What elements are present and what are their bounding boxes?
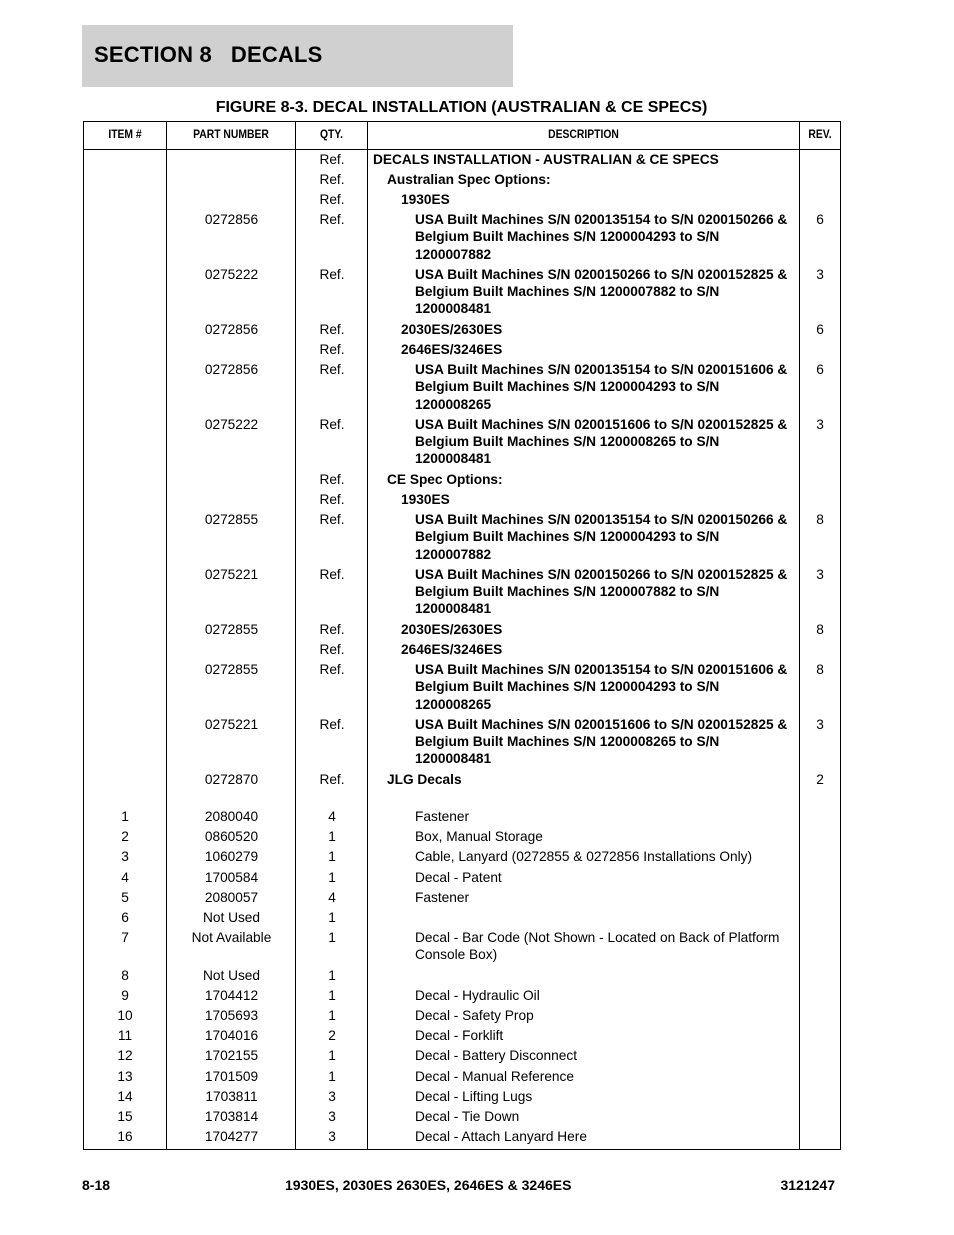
quantity-cell: Ref. — [319, 416, 345, 432]
revision-cell: 2 — [816, 771, 824, 787]
table-row — [84, 641, 840, 661]
table-row — [84, 889, 840, 909]
quantity-cell: 1 — [328, 1068, 336, 1084]
table-row — [84, 929, 840, 967]
table-row — [84, 1108, 840, 1128]
table-row — [84, 566, 840, 621]
part-number-cell: 0275221 — [204, 566, 259, 582]
quantity-cell: Ref. — [319, 321, 345, 337]
description-cell: Decal - Hydraulic Oil — [415, 987, 540, 1003]
table-row — [84, 716, 840, 771]
quantity-cell: 1 — [328, 987, 336, 1003]
description-cell: Decal - Attach Lanyard Here — [415, 1129, 587, 1145]
table-row — [84, 909, 840, 929]
table-row — [84, 1007, 840, 1027]
footer-doc-number: 3121247 — [780, 1177, 835, 1193]
quantity-cell: 1 — [328, 1008, 336, 1024]
description-cell: USA Built Machines S/N 0200135154 to S/N 0200150266 & Belgium Built Machines S/N 1200004293 to S/N 1200007882 — [415, 212, 788, 262]
quantity-cell: 2 — [328, 1028, 336, 1044]
table-row — [84, 151, 840, 171]
table-row — [84, 661, 840, 716]
description-cell: Australian Spec Options: — [387, 171, 551, 187]
part-number-cell: 0272870 — [204, 771, 259, 787]
table-row — [84, 1027, 840, 1047]
quantity-cell: Ref. — [319, 716, 345, 732]
table-row — [84, 1088, 840, 1108]
item-number-cell: 7 — [121, 930, 129, 946]
part-number-cell: 0275222 — [204, 416, 259, 432]
quantity-cell: Ref. — [319, 171, 345, 187]
quantity-cell: Ref. — [319, 641, 345, 657]
revision-cell: 3 — [816, 716, 824, 732]
part-number-cell: 1703811 — [205, 1088, 258, 1104]
description-cell: Box, Manual Storage — [415, 829, 543, 845]
quantity-cell: 3 — [328, 1129, 336, 1145]
header-qty: QTY. — [319, 129, 344, 141]
description-cell: Decal - Forklift — [415, 1028, 504, 1044]
part-number-cell: 2080057 — [204, 889, 259, 905]
header-item: ITEM # — [108, 129, 142, 141]
part-number-cell: 0860520 — [204, 829, 259, 845]
quantity-cell: Ref. — [319, 471, 345, 487]
quantity-cell: Ref. — [319, 151, 345, 167]
quantity-cell: 1 — [328, 967, 336, 983]
quantity-cell: Ref. — [319, 266, 345, 282]
revision-cell: 6 — [816, 212, 824, 228]
description-cell: 1930ES — [401, 491, 450, 507]
quantity-cell: Ref. — [319, 512, 345, 527]
figure-title: FIGURE 8-3. DECAL INSTALLATION (AUSTRALIAN & CE SPECS) — [215, 99, 708, 116]
part-number-cell: Not Used — [202, 967, 261, 983]
part-number-cell: 1702155 — [204, 1048, 259, 1064]
table-row — [84, 341, 840, 361]
description-cell: Decal - Tie Down — [415, 1109, 520, 1124]
revision-cell: 6 — [816, 321, 824, 337]
quantity-cell: 1 — [328, 829, 336, 845]
item-number-cell: 11 — [117, 1028, 133, 1044]
item-number-cell: 5 — [121, 889, 129, 905]
description-cell: CE Spec Options: — [387, 471, 503, 487]
description-cell: DECALS INSTALLATION - AUSTRALIAN & CE SPECS — [373, 151, 719, 167]
table-row — [84, 1128, 840, 1148]
header-description: DESCRIPTION — [548, 129, 619, 141]
item-number-cell: 3 — [121, 849, 129, 865]
quantity-cell: 1 — [328, 930, 336, 946]
table-row — [84, 511, 840, 566]
table-row — [84, 621, 840, 641]
header-rev: REV. — [808, 129, 832, 141]
part-number-cell: 0272855 — [204, 512, 259, 527]
quantity-cell: Ref. — [319, 771, 345, 787]
description-cell: Decal - Lifting Lugs — [415, 1088, 533, 1104]
quantity-cell: 1 — [328, 849, 336, 865]
table-row — [84, 987, 840, 1007]
section-header — [82, 25, 513, 87]
parts-table — [83, 121, 841, 1150]
table-row — [84, 471, 840, 491]
item-number-cell: 9 — [121, 987, 129, 1003]
item-number-cell: 1 — [121, 809, 129, 825]
table-row — [84, 1068, 840, 1088]
table-row — [84, 771, 840, 809]
description-cell: USA Built Machines S/N 0200151606 to S/N 0200152825 & Belgium Built Machines S/N 1200008265 to S/N 1200008481 — [415, 416, 788, 467]
table-row — [84, 1047, 840, 1067]
description-cell: USA Built Machines S/N 0200135154 to S/N 0200151606 & Belgium Built Machines S/N 1200004293 to S/N 1200008265 — [415, 362, 788, 412]
item-number-cell: 16 — [117, 1129, 133, 1145]
part-number-cell: 0272855 — [204, 661, 259, 677]
table-row — [84, 266, 840, 321]
footer-page-number: 8-18 — [82, 1177, 111, 1193]
table-row — [84, 211, 840, 266]
description-cell: Decal - Bar Code (Not Shown - Located on Back of Platform Console Box) — [415, 930, 780, 963]
quantity-cell: Ref. — [319, 566, 345, 582]
part-number-cell: Not Available — [191, 930, 272, 946]
table-row — [84, 416, 840, 471]
revision-cell: 8 — [816, 512, 824, 527]
part-number-cell: 0275221 — [204, 716, 259, 732]
header-part-number: PART NUMBER — [193, 129, 269, 141]
quantity-cell: 4 — [328, 809, 336, 825]
quantity-cell: 1 — [328, 910, 336, 925]
description-cell: JLG Decals — [387, 771, 462, 787]
part-number-cell: 1704016 — [204, 1028, 259, 1044]
part-number-cell: 1701509 — [204, 1068, 259, 1084]
part-number-cell: 2080040 — [204, 809, 259, 825]
table-row — [84, 808, 840, 828]
table-row — [84, 321, 840, 341]
part-number-cell: 0275222 — [204, 266, 259, 282]
item-number-cell: 2 — [121, 829, 129, 845]
revision-cell: 3 — [816, 266, 824, 282]
revision-cell: 3 — [816, 416, 824, 432]
part-number-cell: 0272856 — [204, 362, 259, 378]
quantity-cell: Ref. — [319, 661, 345, 677]
description-cell: USA Built Machines S/N 0200150266 to S/N 0200152825 & Belgium Built Machines S/N 1200007882 to S/N 1200008481 — [415, 566, 788, 617]
part-number-cell: 0272855 — [204, 621, 259, 637]
table-row — [84, 171, 840, 191]
part-number-cell: 1704277 — [204, 1129, 259, 1145]
item-number-cell: 10 — [117, 1008, 133, 1024]
description-cell: Decal - Manual Reference — [415, 1068, 575, 1084]
description-cell: 2030ES/2630ES — [401, 321, 503, 337]
table-row — [84, 848, 840, 868]
description-cell: Fastener — [415, 889, 470, 905]
footer-models: 1930ES, 2030ES 2630ES, 2646ES & 3246ES — [285, 1177, 572, 1193]
quantity-cell: Ref. — [319, 212, 345, 228]
revision-cell: 8 — [816, 621, 824, 637]
quantity-cell: 3 — [328, 1109, 336, 1124]
quantity-cell: Ref. — [319, 491, 345, 507]
quantity-cell: Ref. — [319, 621, 345, 637]
quantity-cell: 1 — [328, 1048, 336, 1064]
description-cell: 2646ES/3246ES — [401, 341, 503, 357]
description-cell: USA Built Machines S/N 0200135154 to S/N 0200150266 & Belgium Built Machines S/N 1200004293 to S/N 1200007882 — [415, 512, 788, 562]
table-row — [84, 361, 840, 416]
description-cell: 2030ES/2630ES — [401, 621, 503, 637]
quantity-cell: 4 — [328, 889, 336, 905]
description-cell: Cable, Lanyard (0272855 & 0272856 Installations Only) — [415, 849, 753, 865]
part-number-cell: 1704412 — [204, 987, 259, 1003]
item-number-cell: 15 — [117, 1109, 133, 1124]
revision-cell: 3 — [816, 566, 824, 582]
table-row — [84, 491, 840, 511]
description-cell: 2646ES/3246ES — [401, 641, 503, 657]
description-cell: 1930ES — [401, 191, 450, 207]
quantity-cell: 1 — [328, 869, 336, 885]
revision-cell: 8 — [816, 661, 824, 677]
part-number-cell: Not Used — [202, 910, 261, 925]
quantity-cell: 3 — [328, 1088, 336, 1104]
table-body — [84, 149, 840, 1148]
part-number-cell: 0272856 — [204, 212, 259, 228]
item-number-cell: 8 — [121, 967, 129, 983]
section-title: SECTION 8 DECALS — [94, 42, 323, 67]
description-cell: USA Built Machines S/N 0200150266 to S/N 0200152825 & Belgium Built Machines S/N 1200007882 to S/N 1200008481 — [415, 266, 788, 317]
item-number-cell: 14 — [117, 1088, 133, 1104]
quantity-cell: Ref. — [319, 362, 345, 378]
item-number-cell: 4 — [121, 869, 129, 885]
part-number-cell: 1700584 — [204, 869, 259, 885]
description-cell: Fastener — [415, 809, 470, 825]
item-number-cell: 6 — [121, 910, 129, 925]
item-number-cell: 12 — [117, 1048, 133, 1064]
part-number-cell: 1060279 — [204, 849, 259, 865]
description-cell: Decal - Patent — [415, 869, 502, 885]
revision-cell: 6 — [816, 362, 824, 378]
quantity-cell: Ref. — [319, 341, 345, 357]
description-cell: Decal - Battery Disconnect — [415, 1048, 578, 1064]
description-cell: USA Built Machines S/N 0200135154 to S/N 0200151606 & Belgium Built Machines S/N 1200004293 to S/N 1200008265 — [415, 661, 788, 712]
table-row — [84, 869, 840, 889]
part-number-cell: 1705693 — [204, 1008, 259, 1024]
item-number-cell: 13 — [117, 1068, 133, 1084]
description-cell: USA Built Machines S/N 0200151606 to S/N 0200152825 & Belgium Built Machines S/N 1200008265 to S/N 1200008481 — [415, 716, 788, 767]
quantity-cell: Ref. — [319, 191, 345, 207]
part-number-cell: 1703814 — [204, 1109, 259, 1124]
description-cell: Decal - Safety Prop — [415, 1008, 534, 1024]
part-number-cell: 0272856 — [204, 321, 259, 337]
table-row — [84, 828, 840, 848]
table-row — [84, 191, 840, 211]
table-row — [84, 967, 840, 987]
